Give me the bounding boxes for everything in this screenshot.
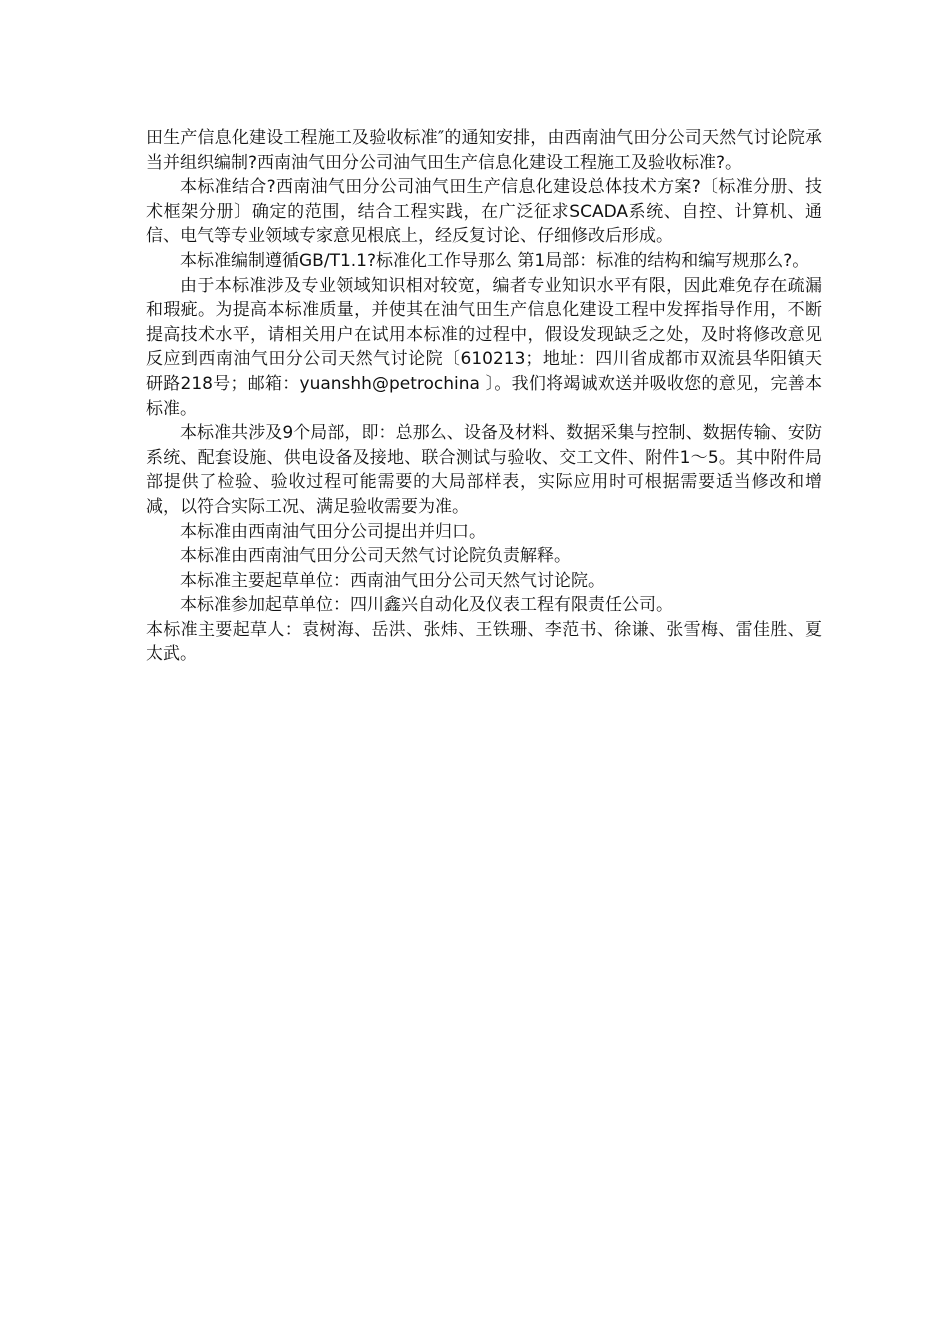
paragraph-main-drafter-unit: 本标准主要起草单位：西南油气田分公司天然气讨论院。 [180, 570, 605, 591]
paragraph-feedback: 由于本标准涉及专业领域知识相对较宽，编者专业知识水平有限，因此难免存在疏漏和瑕疵。为提高本标准质量，并使其在油气田生产信息化建设工程中发挥指导作用，不断提高技术水平，请相关用户在试用本标准的过程中，假设发现缺乏之处，及时将修改意见反应到西南油气田分公司天然气讨论院〔610213；地址：四川省成都市双流县华阳镇天研路218号；邮箱：yuanshh@petrochina 〕。我们将竭诚欢送并吸收您的意见，完善本标准。 [146, 275, 822, 419]
paragraph-compilation-rule: 本标准编制遵循GB/T1.1?标准化工作导那么 第1局部：标准的结构和编写规那么?。 [180, 250, 810, 271]
paragraph-intro-continuation: 田生产信息化建设工程施工及验收标准″的通知安排，由西南油气田分公司天然气讨论院承当并组织编制?西南油气田分公司油气田生产信息化建设工程施工及验收标准?。 [146, 128, 822, 173]
paragraph-scope: 本标准结合?西南油气田分公司油气田生产信息化建设总体技术方案?〔标准分册、技术框架分册〕确定的范围，结合工程实践，在广泛征求SCADA系统、自控、计算机、通信、电气等专业领域专家意见根底上，经反复讨论、仔细修改后形成。 [146, 177, 822, 247]
paragraph-structure: 本标准共涉及9个局部，即：总那么、设备及材料、数据采集与控制、数据传输、安防系统、配套设施、供电设备及接地、联合测试与验收、交工文件、附件1～5。其中附件局部提供了检验、验收过程可能需要的大局部样表，实际应用时可根据需要适当修改和增减，以符合实际工况、满足验收需要为准。 [146, 423, 822, 517]
paragraph-main-drafters: 本标准主要起草人：袁树海、岳洪、张炜、王铁珊、李范书、徐谦、张雪梅、雷佳胜、夏太武。 [146, 619, 822, 665]
document-body [146, 126, 822, 667]
paragraph-interpreter: 本标准由西南油气田分公司天然气讨论院负责解释。 [180, 546, 571, 567]
paragraph-participating-unit: 本标准参加起草单位：四川鑫兴自动化及仪表工程有限责任公司。 [180, 595, 673, 616]
paragraph-proposer: 本标准由西南油气田分公司提出并归口。 [180, 521, 486, 542]
